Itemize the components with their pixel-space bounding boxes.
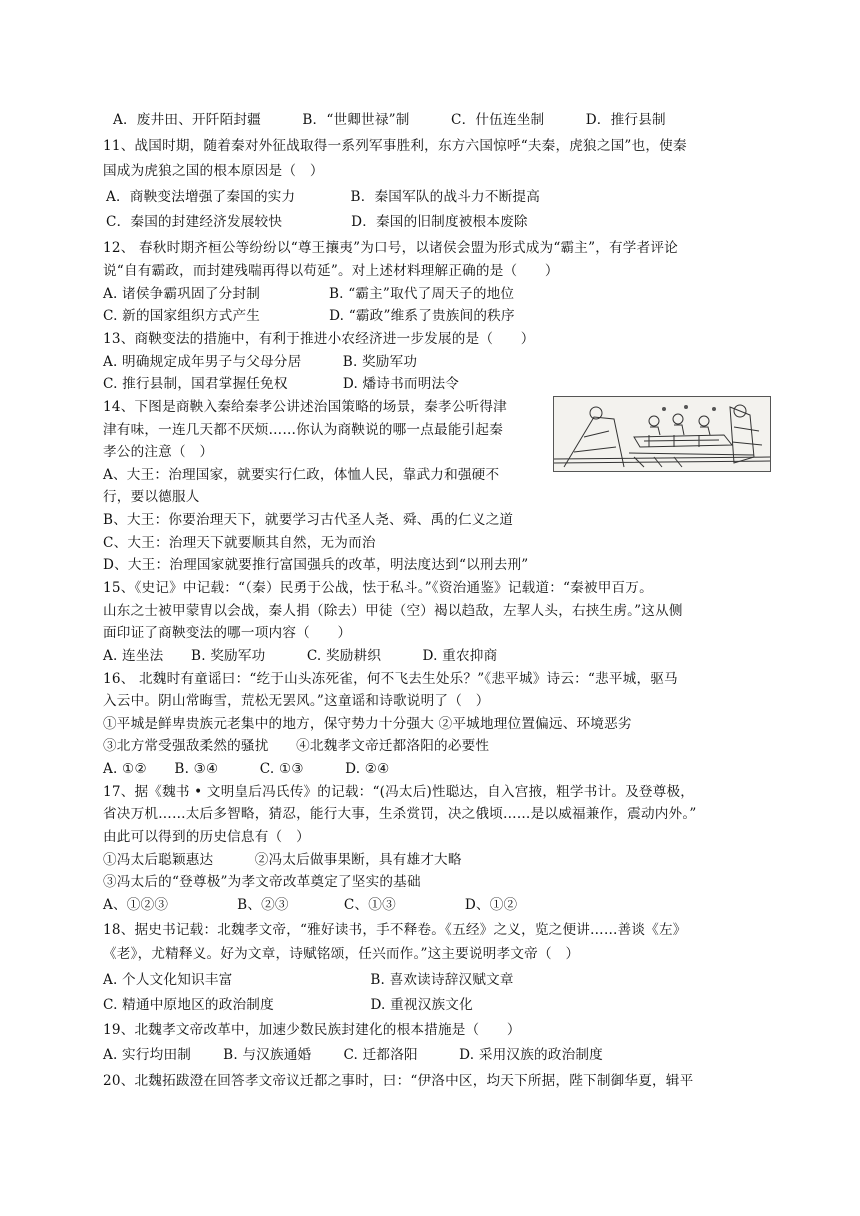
q14-option-d: D、大王：治理国家就要推行富国强兵的改革，明法度达到“以刑去刑” <box>103 557 529 573</box>
q20-stem-line1: 20、北魏拓跋澄在回答孝文帝议迁都之事时，曰：“伊洛中区，均天下所据，陛下制御华夏，辑平 <box>103 1073 694 1089</box>
q15-stem-line1: 15、《史记》中记载：“（秦）民勇于公战，怯于私斗。”《资治通鉴》记载道：“秦被甲百万。 <box>103 580 653 596</box>
q17-stem-line1: 17、据《魏书 • 文明皇后冯氏传》的记载：“(冯太后)性聪达，自入宫掖，粗学书计。及登尊极， <box>103 784 695 800</box>
q13-options-cd: C. 推行县制，国君掌握任免权 D. 燔诗书而明法令 <box>103 376 460 392</box>
q12-options-ab: A. 诸侯争霸巩固了分封制 B. “霸主”取代了周天子的地位 <box>103 286 515 302</box>
q16-stem-line2: 入云中。阴山常晦雪，荒松无罢风。”这童谣和诗歌说明了（ ） <box>103 693 490 709</box>
q13-stem: 13、商鞅变法的措施中，有利于推进小农经济进一步发展的是（ ） <box>103 331 535 347</box>
q10-options: A．废井田、开阡陌封疆 B．“世卿世禄”制 C．什伍连坐制 D．推行县制 <box>113 112 666 128</box>
q19-stem: 19、北魏孝文帝改革中，加速少数民族封建化的根本措施是（ ） <box>103 1022 521 1038</box>
q12-stem-line2: 说“自有霸政，而封建残喘再得以苟延”。对上述材料理解正确的是（ ） <box>103 263 559 279</box>
q14-stem-line1: 14、下图是商鞅入秦给秦孝公讲述治国策略的场景，秦孝公听得津 <box>103 399 507 415</box>
q12-stem-line1: 12、 春秋时期齐桓公等纷纷以“尊王攘夷”为口号，以诸侯会盟为形式成为“霸主”，有学者评论 <box>103 240 678 256</box>
q14-stem-line3: 孝公的注意（ ） <box>103 444 214 460</box>
q17-options: A、①②③ B、②③ C、①③ D、①② <box>103 897 518 913</box>
q15-options: A. 连坐法 B. 奖励军功 C. 奖励耕织 D. 重农抑商 <box>103 648 498 664</box>
q16-options: A. ①② B. ③④ C. ①③ D. ②④ <box>103 761 390 777</box>
q11-stem-line1: 11、战国时期，随着秦对外征战取得一系列军事胜利，东方六国惊呼“夫秦，虎狼之国”也，使秦 <box>103 138 687 154</box>
q17-statement-3: ③冯太后的“登尊极”为孝文帝改革奠定了坚实的基础 <box>103 874 421 890</box>
q16-stem-line1: 16、 北魏时有童谣曰：“纥于山头冻死雀，何不飞去生处乐？”《悲平城》诗云：“悲平城，驱马 <box>103 671 678 687</box>
q11-stem-line2: 国成为虎狼之国的根本原因是（ ） <box>103 163 324 179</box>
q11-options-cd: C．秦国的封建经济发展较快 D．秦国的旧制度被根本废除 <box>106 214 528 230</box>
q14-option-a-line1: A、大王：治理国家，就要实行仁政，体恤人民，靠武力和强硬不 <box>103 467 500 483</box>
q14-option-b: B、大王：你要治理天下，就要学习古代圣人尧、舜、禹的仁义之道 <box>103 512 514 528</box>
q18-options-cd: C. 精通中原地区的政治制度 D. 重视汉族文化 <box>103 997 473 1013</box>
q18-options-ab: A. 个人文化知识丰富 B. 喜欢读诗辞汉赋文章 <box>103 972 514 988</box>
q12-options-cd: C. 新的国家组织方式产生 D. “霸政”维系了贵族间的秩序 <box>103 308 515 324</box>
q15-stem-line3: 面印证了商鞅变法的哪一项内容（ ） <box>103 625 352 641</box>
q17-stem-line2: 省决万机……太后多智略，猜忍，能行大事，生杀赏罚，决之俄顷……是以威福兼作，震动内外。” <box>103 806 697 822</box>
q16-statements-34: ③北方常受强敌柔然的骚扰 ④北魏孝文帝迁都洛阳的必要性 <box>103 738 490 754</box>
q18-stem-line2: 《老》，尤精释义。好为文章，诗赋铭颂，任兴而作。”这主要说明孝文帝（ ） <box>103 946 580 962</box>
q16-statements-12: ①平城是鲜卑贵族元老集中的地方，保守势力十分强大 ②平城地理位置偏远、环境恶劣 <box>103 716 632 732</box>
shang-yang-sketch-image <box>554 397 770 471</box>
q14-option-a-line2: 行，要以德服人 <box>103 489 200 505</box>
q14-stem-line2: 津有味，一连几天都不厌烦……你认为商鞅说的哪一点最能引起秦 <box>103 422 504 438</box>
q17-stem-line3: 由此可以得到的历史信息有（ ） <box>103 829 310 845</box>
q18-stem-line1: 18、据史书记载：北魏孝文帝，“雅好读书，手不释卷。《五经》之义，览之便讲……善谈《左》 <box>103 922 687 938</box>
q11-options-ab: A．商鞅变法增强了秦国的实力 B．秦国军队的战斗力不断提高 <box>106 189 541 205</box>
q13-options-ab: A. 明确规定成年男子与父母分居 B. 奖励军功 <box>103 354 418 370</box>
q17-statements-12: ①冯太后聪颖惠达 ②冯太后做事果断，具有雄才大略 <box>103 852 462 868</box>
q15-stem-line2: 山东之士被甲蒙胄以会战，秦人捐（除去）甲徒（空）褐以趋敌，左挈人头，右挟生虏。”这从侧 <box>103 603 683 619</box>
shang-yang-illustration <box>553 396 771 472</box>
q14-option-c: C、大王：治理天下就要顺其自然，无为而治 <box>103 535 376 551</box>
q19-options: A. 实行均田制 B. 与汉族通婚 C. 迁都洛阳 D. 采用汉族的政治制度 <box>103 1047 603 1063</box>
